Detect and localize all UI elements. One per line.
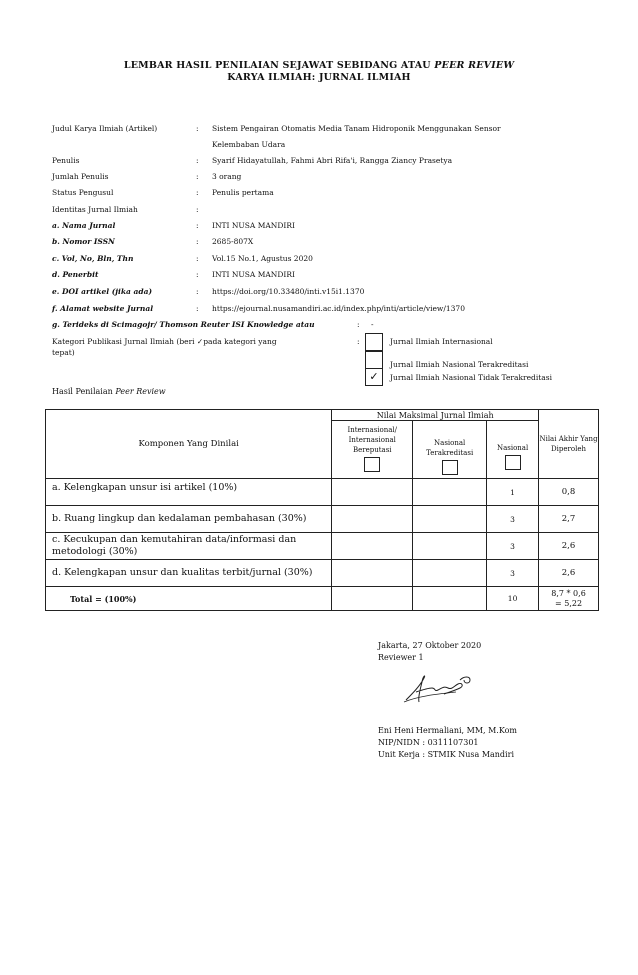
nasional-checkbox[interactable] — [505, 455, 521, 470]
reviewer-nip: NIP/NIDN : 0311107301 — [378, 738, 479, 747]
penulis-label: Penulis — [52, 156, 80, 165]
status-value: Penulis pertama — [212, 188, 274, 197]
jumlah-value: 3 orang — [212, 172, 242, 181]
judul-value-1: Sistem Pengairan Otomatis Media Tanam Hidroponik Menggunakan Sensor — [212, 124, 501, 133]
penilaian-table — [45, 409, 599, 611]
cell-akhir: 2,6 — [539, 560, 599, 587]
colon: : — [196, 172, 199, 181]
cell-internasional — [332, 587, 413, 611]
colon: : — [196, 205, 199, 214]
colon: : — [196, 156, 199, 165]
total-akhir-line2: = 5,22 — [554, 598, 583, 608]
cell-akhir: 0,8 — [539, 479, 599, 506]
komponen-b: b. Ruang lingkup dan kedalaman pembahasan (30%) — [46, 506, 332, 533]
cell-nasional: 1 — [487, 479, 539, 506]
nama-jurnal-label: a. Nama Jurnal — [52, 221, 116, 230]
document-title-line2: KARYA ILMIAH: JURNAL ILMIAH — [227, 72, 411, 83]
kategori-checkbox-internasional[interactable] — [365, 333, 383, 351]
colon: : — [357, 320, 360, 329]
penulis-value: Syarif Hidayatullah, Fahmi Abri Rifa'i, Rangga Ziancy Prasetya — [212, 156, 453, 165]
cell-nasional-terakreditasi — [413, 587, 487, 611]
terindeks-label: g. Terideks di Scimagojr/ Thomson Reuter ISI Knowledge atau — [52, 320, 315, 329]
doi-label: e. DOI artikel (jika ada) — [52, 287, 152, 296]
kategori-checkbox-nasional-tidak-terakreditasi[interactable] — [365, 368, 383, 386]
colon: : — [196, 237, 199, 246]
colon: : — [196, 124, 199, 133]
vol-label: c. Vol, No, Bln, Thn — [52, 254, 134, 263]
reviewer-role: Reviewer 1 — [378, 653, 424, 662]
check-icon: ✓ — [369, 370, 379, 383]
cell-nasional-terakreditasi — [413, 506, 487, 533]
komponen-c: c. Kecukupan dan kemutahiran data/informasi dan metodologi (30%) — [46, 533, 332, 560]
total-akhir-line1: 8,7 * 0,6 — [551, 588, 586, 598]
alamat-value: https://ejournal.nusamandiri.ac.id/index.php/inti/article/view/1370 — [212, 304, 465, 313]
table-row-total — [46, 587, 599, 611]
penerbit-value: INTI NUSA MANDIRI — [212, 270, 295, 279]
jumlah-label: Jumlah Penulis — [52, 172, 109, 181]
cell-internasional — [332, 560, 413, 587]
komponen-header: Komponen Yang Dinilai — [46, 410, 332, 479]
colon: : — [357, 337, 360, 346]
nilai-akhir-header: Nilai Akhir Yang Diperoleh — [539, 410, 599, 479]
nilai-maks-header: Nilai Maksimal Jurnal Ilmiah — [332, 410, 539, 421]
identitas-label: Identitas Jurnal Ilmiah — [52, 205, 138, 214]
colon: : — [196, 254, 199, 263]
cell-nasional: 3 — [487, 533, 539, 560]
col-internasional — [332, 421, 413, 479]
komponen-d: d. Kelengkapan unsur dan kualitas terbit/jurnal (30%) — [46, 560, 332, 587]
cell-internasional — [332, 506, 413, 533]
cell-nasional-terakreditasi — [413, 560, 487, 587]
cell-akhir: 2,6 — [539, 533, 599, 560]
kategori-label-1: Kategori Publikasi Jurnal Ilmiah (beri ✓pada kategori yang — [52, 337, 277, 346]
kategori-label-nasional-terakreditasi: Jurnal Ilmiah Nasional Terakreditasi — [390, 360, 529, 369]
signature-image — [398, 672, 483, 707]
issn-label: b. Nomor ISSN — [52, 237, 115, 246]
alamat-label: f. Alamat website Jurnal — [52, 304, 154, 313]
table-row — [46, 533, 599, 560]
cell-akhir: 2,7 — [539, 506, 599, 533]
colon: : — [196, 188, 199, 197]
issn-value: 2685-807X — [212, 237, 254, 246]
kategori-label-nasional-tidak-terakreditasi: Jurnal Ilmiah Nasional Tidak Terakreditasi — [390, 373, 552, 382]
col-internasional-label: Internasional/ Internasional Bereputasi — [347, 426, 398, 454]
terindeks-value: - — [371, 320, 374, 329]
doi-value: https://doi.org/10.33480/inti.v15i1.1370 — [212, 287, 365, 296]
total-akhir — [539, 587, 599, 611]
reviewer-unit: Unit Kerja : STMIK Nusa Mandiri — [378, 750, 514, 759]
cell-nasional: 3 — [487, 560, 539, 587]
colon: : — [196, 287, 199, 296]
nama-jurnal-value: INTI NUSA MANDIRI — [212, 221, 295, 230]
colon: : — [196, 270, 199, 279]
cell-nasional-terakreditasi — [413, 533, 487, 560]
total-nasional: 10 — [487, 587, 539, 611]
col-nasional-terakreditasi-label: Nasional Terakreditasi — [426, 438, 474, 457]
cell-nasional-terakreditasi — [413, 479, 487, 506]
penerbit-label: d. Penerbit — [52, 270, 99, 279]
nasional-terakreditasi-checkbox[interactable] — [442, 460, 458, 475]
status-label: Status Pengusul — [52, 188, 114, 197]
hasil-penilaian-label: Hasil Penilaian Peer Review — [52, 387, 166, 396]
table-row — [46, 560, 599, 587]
colon: : — [196, 221, 199, 230]
reviewer-name: Eni Heni Hermaliani, MM, M.Kom — [378, 726, 517, 735]
kategori-checkbox-nasional-terakreditasi[interactable] — [365, 351, 383, 369]
kategori-label-internasional: Jurnal Ilmiah Internasional — [390, 337, 493, 346]
internasional-checkbox[interactable] — [364, 457, 380, 472]
place-date: Jakarta, 27 Oktober 2020 — [378, 641, 482, 650]
hasil-italic: Peer Review — [115, 387, 166, 396]
col-nasional-terakreditasi — [413, 421, 487, 479]
col-nasional — [487, 421, 539, 479]
cell-nasional: 3 — [487, 506, 539, 533]
komponen-a: a. Kelengkapan unsur isi artikel (10%) — [46, 479, 332, 506]
col-nasional-label: Nasional — [496, 443, 529, 452]
colon: : — [196, 304, 199, 313]
vol-value: Vol.15 No.1, Agustus 2020 — [212, 254, 313, 263]
judul-value-2: Kelembaban Udara — [212, 140, 286, 149]
total-label: Total = (100%) — [46, 587, 332, 611]
cell-internasional — [332, 533, 413, 560]
document-title-line1: LEMBAR HASIL PENILAIAN SEJAWAT SEBIDANG ATAU PEER REVIEW — [123, 60, 515, 71]
cell-internasional — [332, 479, 413, 506]
table-row — [46, 506, 599, 533]
judul-label: Judul Karya Ilmiah (Artikel) — [52, 124, 158, 133]
table-row — [46, 479, 599, 506]
title-italic: PEER REVIEW — [434, 60, 515, 71]
kategori-label-2: tepat) — [52, 348, 75, 357]
